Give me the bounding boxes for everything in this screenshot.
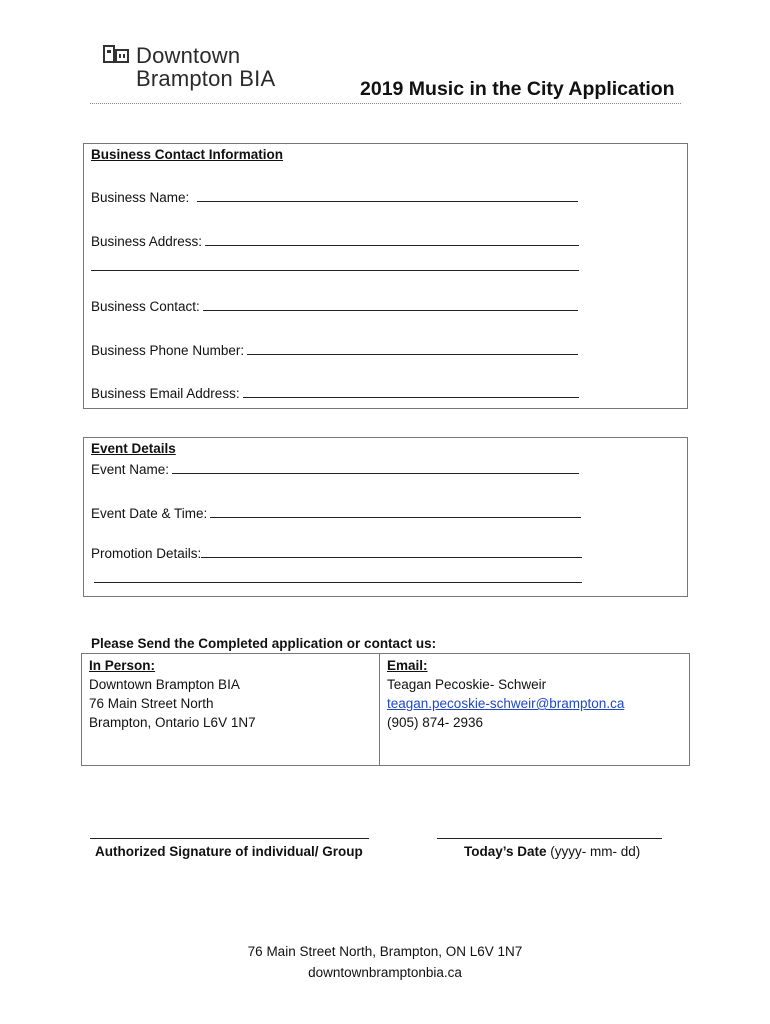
signature-line[interactable] (90, 838, 369, 839)
business-email-field[interactable] (91, 386, 579, 401)
email-heading: Email: (387, 658, 428, 673)
email-address-link[interactable]: teagan.pecoskie-schweir@brampton.ca (387, 696, 625, 711)
contact-table-divider (379, 653, 380, 766)
contact-intro: Please Send the Completed application or contact us: (91, 636, 437, 651)
date-line[interactable] (437, 838, 662, 839)
email-column (387, 656, 624, 732)
business-email-line[interactable] (243, 397, 579, 398)
in-person-column (89, 656, 256, 732)
business-email-label: Business Email Address: (91, 386, 240, 401)
business-phone-line[interactable] (247, 354, 578, 355)
business-contact-section (83, 143, 688, 409)
event-name-line[interactable] (172, 473, 579, 474)
event-promotion-line[interactable] (201, 557, 582, 558)
business-address-line[interactable] (205, 245, 579, 246)
date-format-text: (yyyy- mm- dd) (546, 844, 641, 859)
page-title: 2019 Music in the City Application (360, 78, 675, 100)
event-name-field[interactable] (91, 462, 579, 477)
building-logo-icon (103, 45, 129, 63)
business-phone-field[interactable] (91, 343, 578, 358)
date-label-text: Today’s Date (464, 844, 547, 859)
in-person-line-3: Brampton, Ontario L6V 1N7 (89, 715, 256, 730)
in-person-line-2: 76 Main Street North (89, 696, 214, 711)
header-divider (90, 103, 681, 104)
email-contact-name: Teagan Pecoskie- Schweir (387, 677, 547, 692)
event-datetime-line[interactable] (210, 517, 581, 518)
footer-address: 76 Main Street North, Brampton, ON L6V 1N7 (247, 944, 523, 959)
business-phone-label: Business Phone Number: (91, 343, 245, 358)
date-label (464, 844, 640, 859)
event-promotion-field[interactable] (91, 546, 582, 561)
business-address-field[interactable] (91, 234, 579, 249)
in-person-heading: In Person: (89, 658, 156, 673)
business-name-line[interactable] (197, 201, 578, 202)
business-address-label: Business Address: (91, 234, 203, 249)
business-contact-heading: Business Contact Information (91, 147, 284, 162)
business-address-line-2[interactable] (91, 270, 579, 271)
event-promotion-line-2[interactable] (94, 582, 582, 583)
signature-label: Authorized Signature of individual/ Group (95, 844, 363, 859)
logo-line-1: Downtown (136, 43, 241, 68)
email-contact-phone: (905) 874- 2936 (387, 715, 484, 730)
event-details-heading: Event Details (91, 441, 176, 456)
business-name-label: Business Name: (91, 190, 190, 205)
event-datetime-field[interactable] (91, 506, 581, 521)
business-name-field[interactable] (91, 190, 578, 205)
footer-website: downtownbramptonbia.ca (308, 965, 462, 980)
event-name-label: Event Name: (91, 462, 170, 477)
logo-text (136, 44, 275, 90)
event-promotion-label: Promotion Details: (91, 546, 202, 561)
in-person-line-1: Downtown Brampton BIA (89, 677, 240, 692)
business-contact-line[interactable] (203, 310, 578, 311)
logo-line-2: Brampton BIA (136, 66, 276, 91)
footer (0, 941, 770, 983)
business-contact-field[interactable] (91, 299, 578, 314)
event-datetime-label: Event Date & Time: (91, 506, 208, 521)
business-contact-label: Business Contact: (91, 299, 200, 314)
